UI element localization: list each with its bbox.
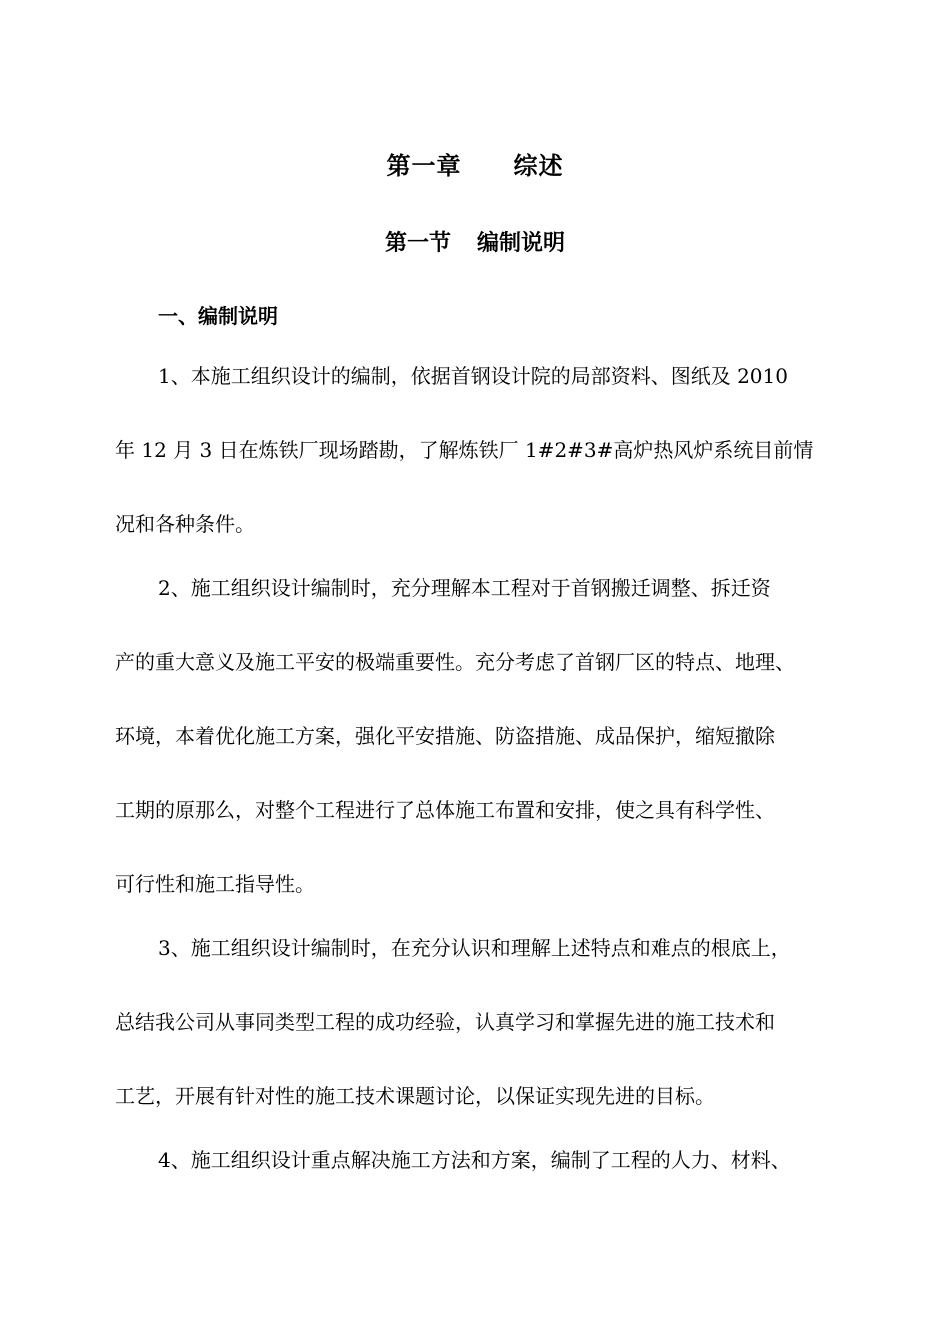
chapter-name: 综述 bbox=[513, 151, 564, 180]
section-name: 编制说明 bbox=[477, 230, 566, 256]
chapter-number: 第一章 bbox=[386, 151, 462, 180]
paragraph-line: 产的重大意义及施工平安的极端重要性。充分考虑了首钢厂区的特点、地理、 bbox=[115, 650, 795, 674]
paragraph-line: 工艺，开展有针对性的施工技术课题讨论，以保证实现先进的目标。 bbox=[115, 1084, 715, 1108]
paragraph-line: 可行性和施工指导性。 bbox=[115, 872, 315, 896]
subheading: 一、编制说明 bbox=[158, 304, 278, 328]
section-title bbox=[0, 226, 950, 257]
section-number: 第一节 bbox=[384, 230, 451, 256]
paragraph-line: 况和各种条件。 bbox=[115, 512, 255, 536]
chapter-title bbox=[0, 146, 950, 181]
paragraph-line: 3、施工组织设计编制时，在充分认识和理解上述特点和难点的根底上， bbox=[158, 936, 791, 960]
paragraph-line: 2、施工组织设计编制时，充分理解本工程对于首钢搬迁调整、拆迁资 bbox=[158, 576, 771, 600]
paragraph-line: 总结我公司从事同类型工程的成功经验，认真学习和掌握先进的施工技术和 bbox=[115, 1010, 775, 1034]
paragraph-line: 1、本施工组织设计的编制，依据首钢设计院的局部资料、图纸及 2010 bbox=[158, 364, 788, 388]
paragraph-line: 环境，本着优化施工方案，强化平安措施、防盗措施、成品保护，缩短撤除 bbox=[115, 724, 775, 748]
paragraph-line: 年 12 月 3 日在炼铁厂现场踏勘，了解炼铁厂 1#2#3#高炉热风炉系统目前情 bbox=[115, 438, 814, 462]
paragraph-line: 4、施工组织设计重点解决施工方法和方案，编制了工程的人力、材料、 bbox=[158, 1148, 791, 1172]
paragraph-line: 工期的原那么，对整个工程进行了总体施工布置和安排，使之具有科学性、 bbox=[115, 798, 775, 822]
